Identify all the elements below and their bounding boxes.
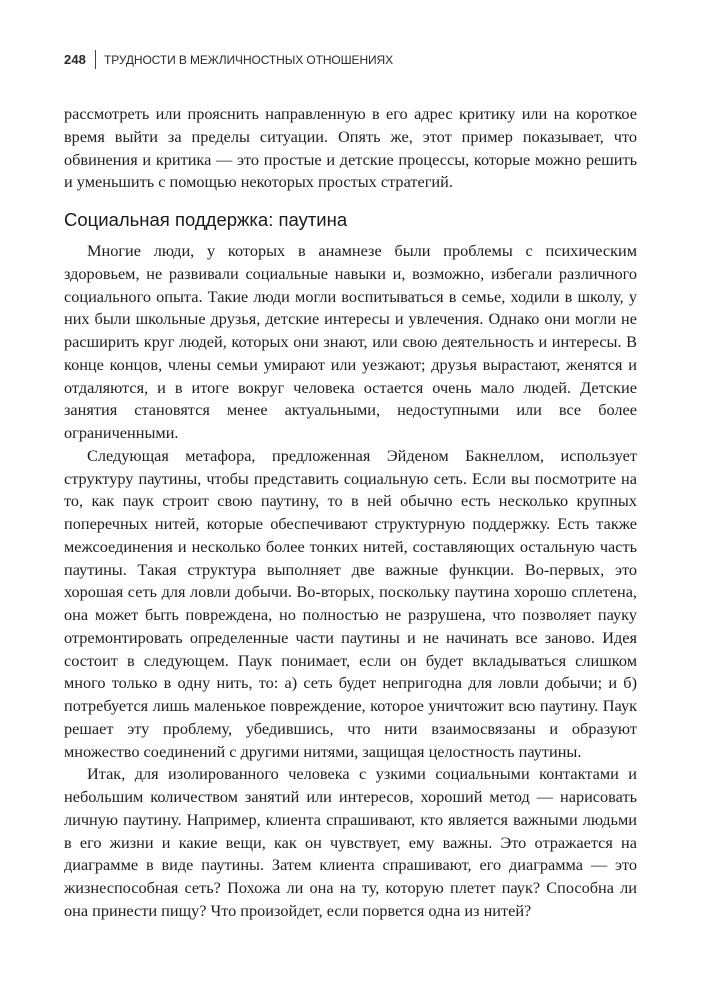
running-header: [64, 50, 393, 69]
header-divider: [95, 50, 96, 69]
paragraph-continued: рассмотреть или прояснить направленную в его адрес критику или на короткое время выйти за пределы ситуации. Опять же, этот пример показывает, что обвинения и критика — это простые и детские процессы, которые можно решить и уменьшить с помощью некоторых простых стратегий.: [64, 104, 637, 192]
body-text: [64, 103, 637, 923]
section-heading: Социальная поддержка: паутина: [64, 209, 348, 230]
page-number: 248: [64, 52, 86, 67]
running-title: ТРУДНОСТИ В МЕЖЛИЧНОСТНЫХ ОТНОШЕНИЯХ: [104, 52, 394, 67]
paragraph: Многие люди, у которых в анамнезе были проблемы с психическим здоровьем, не развивали социальные навыки и, возможно, избегали различного социального опыта. Такие люди могли воспитываться в семье, ходили в школу, у них были школьные друзья, детские интересы и увлечения. Однако они могли не расширить круг людей, которых они знают, или свою деятельность и интересы. В конце концов, члены семьи умирают или уезжают; друзья вырастают, женятся и отдаляются, и в итоге вокруг человека остается очень мало людей. Детские занятия становятся менее актуальными, недоступными или все более ограниченными.: [64, 241, 637, 442]
paragraph: Следующая метафора, предложенная Эйденом Бакнеллом, использует структуру паутины, чтобы представить социальную сеть. Если вы посмотрите на то, как паук строит свою паутину, то в ней обычно есть несколько крупных поперечных нитей, которые обеспечивают структурную поддержку. Есть также межсоединения и несколько более тонких нитей, составляющих остальную часть паутины. Такая структура выполняет две важные функции. Во-первых, это хорошая сеть для ловли добычи. Во-вторых, поскольку паутина хорошо сплетена, она может быть повреждена, но полностью не разрушена, что позволяет пауку отремонтировать определенные части паутины и не начинать все заново. Идея состоит в следующем. Паук понимает, если он будет вкладываться слишком много только в одну нить, то: а) сеть будет непригодна для ловли добычи; и б) потребуется лишь маленькое повреждение, которое уничтожит всю паутину. Паук решает эту проблему, убедившись, что нити взаимосвязаны и образуют множество соединений с другими нитями, защищая целостность паутины.: [64, 445, 637, 761]
paragraph: Итак, для изолированного человека с узкими социальными контактами и небольшим количеством занятий или интересов, хороший метод — нарисовать личную паутину. Например, клиента спрашивают, кто является важными людьми в его жизни и какие вещи, как он чувствует, ему важны. Это отражается на диаграмме в виде паутины. Затем клиента спрашивают, его диаграмма — это жизнеспособная сеть? Похожа ли она на ту, которую плетет паук? Способна ли она принести пищу? Что произойдет, если порвется одна из нитей?: [64, 764, 637, 920]
